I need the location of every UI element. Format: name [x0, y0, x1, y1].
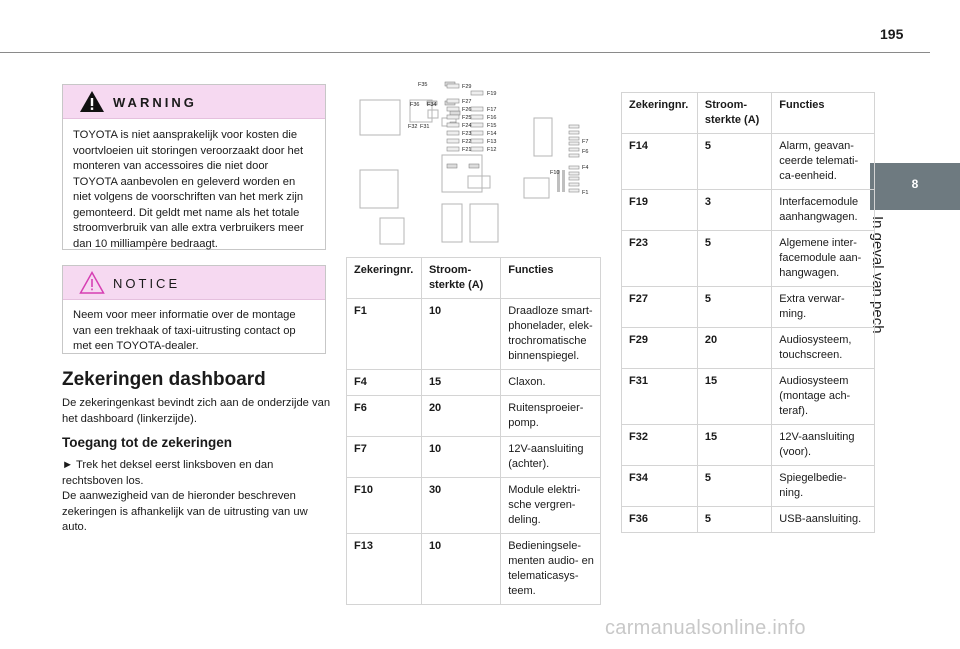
notice-header	[63, 266, 325, 300]
label-f16: F16	[487, 115, 497, 121]
fuse-number-cell: F6	[347, 396, 422, 437]
header-functions: Functies	[501, 258, 601, 299]
label-f21: F21	[462, 147, 472, 153]
label-f14: F14	[487, 131, 497, 137]
function-cell: 12V-aansluiting (achter).	[501, 437, 601, 478]
fuse-number-cell: F32	[622, 425, 698, 466]
label-f24: F24	[462, 123, 472, 129]
label-f15: F15	[487, 123, 497, 129]
notice-text: Neem voor meer informatie over de montage van een trekhaak of taxi-uitrusting contact op met een TOYOTA-dealer.	[73, 309, 296, 352]
fuse-number-cell: F29	[622, 328, 698, 369]
label-f34: F34	[427, 102, 437, 108]
label-f22: F22	[462, 139, 472, 145]
label-f13: F13	[487, 139, 497, 145]
table-row	[347, 370, 601, 396]
page-number: 195	[880, 26, 904, 42]
label-f1: F1	[582, 190, 589, 196]
label-f23: F23	[462, 131, 472, 137]
warning-text: TOYOTA is niet aansprakelijk voor kosten die voortvloeien uit storingen veroorzaakt door het monteren van accessoires die niet door TOYOTA aanbevolen en geleverd worden en niet volgens de voorschriften van het merk zijn gemonteerd. Dit geldt met name als het totale stroomverbruik van alle extra verbruikers meer dan 10 milliampère bedraagt.	[73, 129, 304, 250]
table-row	[622, 287, 875, 328]
fuse-number-cell: F4	[347, 370, 422, 396]
amperage-cell: 15	[421, 370, 500, 396]
section-intro: De zekeringenkast bevindt zich aan de onderzijde van het dashboard (linkerzijde).	[62, 397, 331, 425]
amperage-cell: 5	[697, 231, 771, 287]
label-f17: F17	[487, 107, 497, 113]
amperage-cell: 5	[697, 134, 771, 190]
label-f36: F36	[410, 102, 420, 108]
step-text: ► Trek het deksel eerst linksboven en dan rechtsboven los.	[62, 459, 274, 487]
amperage-cell: 10	[421, 534, 500, 605]
function-cell: Claxon.	[501, 370, 601, 396]
header-fuse-number: Zekeringnr.	[347, 258, 422, 299]
fuse-number-cell: F1	[347, 299, 422, 370]
amperage-cell: 20	[421, 396, 500, 437]
amperage-cell: 5	[697, 466, 771, 507]
label-f27: F27	[462, 99, 472, 105]
table-row	[622, 466, 875, 507]
amperage-cell: 10	[421, 299, 500, 370]
function-cell: Interfacemodule aanhangwagen.	[772, 190, 875, 231]
fuse-number-cell: F10	[347, 478, 422, 534]
subsection-title: Toegang tot de zekeringen	[62, 435, 233, 450]
label-f29: F29	[462, 84, 472, 90]
table-row	[347, 437, 601, 478]
amperage-cell: 5	[697, 507, 771, 533]
section-title: Zekeringen dashboard	[62, 369, 266, 390]
chapter-number: 8	[911, 177, 919, 191]
header-amperage: Stroom- sterkte (A)	[421, 258, 500, 299]
footer-watermark: carmanualsonline.info	[605, 617, 806, 639]
function-cell: Alarm, geavan- ceerde telemati- ca-eenheid.	[772, 134, 875, 190]
note-text: De aanwezigheid van de hieronder beschreven zekeringen is afhankelijk van de uitrusting van uw auto.	[62, 490, 308, 533]
label-f4: F4	[582, 165, 589, 171]
table-row	[622, 231, 875, 287]
function-cell: Ruitensproeier- pomp.	[501, 396, 601, 437]
fuse-number-cell: F31	[622, 369, 698, 425]
table-row	[347, 396, 601, 437]
label-f6: F6	[582, 149, 589, 155]
table-row	[622, 328, 875, 369]
table-row	[347, 478, 601, 534]
function-cell: 12V-aansluiting (voor).	[772, 425, 875, 466]
header-fuse-number: Zekeringnr.	[622, 93, 698, 134]
table-row	[347, 534, 601, 605]
warning-box	[62, 84, 326, 250]
amperage-cell: 3	[697, 190, 771, 231]
header-functions: Functies	[772, 93, 875, 134]
fuse-number-cell: F34	[622, 466, 698, 507]
label-f31: F31	[420, 124, 430, 130]
fuse-table-2	[621, 92, 875, 533]
fuse-number-cell: F27	[622, 287, 698, 328]
function-cell: Draadloze smart- phonelader, elek- trochromatische binnenspiegel.	[501, 299, 601, 370]
label-f32: F32	[408, 124, 418, 130]
function-cell: USB-aansluiting.	[772, 507, 875, 533]
label-f7: F7	[582, 139, 589, 145]
function-cell: Extra verwar- ming.	[772, 287, 875, 328]
chapter-tab[interactable]	[870, 163, 960, 210]
label-f26: F26	[462, 107, 472, 113]
label-f19: F19	[487, 91, 497, 97]
table-row	[622, 507, 875, 533]
table-header-row	[622, 93, 875, 134]
table-row	[622, 425, 875, 466]
fuse-table-1	[346, 257, 601, 605]
fuse-number-cell: F36	[622, 507, 698, 533]
fuse-number-cell: F23	[622, 231, 698, 287]
chapter-title: In geval van pech	[869, 216, 886, 334]
notice-icon	[79, 270, 105, 296]
label-f25: F25	[462, 115, 472, 121]
warning-title: WARNING	[113, 95, 197, 110]
amperage-cell: 5	[697, 287, 771, 328]
label-f10: F10	[550, 170, 560, 176]
label-f12: F12	[487, 147, 497, 153]
amperage-cell: 20	[697, 328, 771, 369]
fuse-number-cell: F14	[622, 134, 698, 190]
amperage-cell: 10	[421, 437, 500, 478]
table-header-row	[347, 258, 601, 299]
table-row	[622, 134, 875, 190]
function-cell: Module elektri- sche vergren- deling.	[501, 478, 601, 534]
top-rule	[0, 52, 930, 53]
function-cell: Audiosysteem, touchscreen.	[772, 328, 875, 369]
warning-header	[63, 85, 325, 119]
amperage-cell: 15	[697, 369, 771, 425]
function-cell: Audiosysteem (montage ach- teraf).	[772, 369, 875, 425]
table-row	[347, 299, 601, 370]
function-cell: Bedieningsele- menten audio- en telematicasys- teem.	[501, 534, 601, 605]
table-row	[622, 190, 875, 231]
amperage-cell: 30	[421, 478, 500, 534]
fuse-number-cell: F7	[347, 437, 422, 478]
warning-icon	[79, 89, 105, 115]
fuse-number-cell: F13	[347, 534, 422, 605]
function-cell: Algemene inter- facemodule aan- hangwagen.	[772, 231, 875, 287]
table-row	[622, 369, 875, 425]
header-amperage: Stroom- sterkte (A)	[697, 93, 771, 134]
fuse-box-diagram	[350, 78, 600, 250]
notice-title: NOTICE	[113, 276, 181, 291]
function-cell: Spiegelbedie- ning.	[772, 466, 875, 507]
amperage-cell: 15	[697, 425, 771, 466]
label-f35: F35	[418, 82, 428, 88]
notice-box	[62, 265, 326, 354]
fuse-number-cell: F19	[622, 190, 698, 231]
